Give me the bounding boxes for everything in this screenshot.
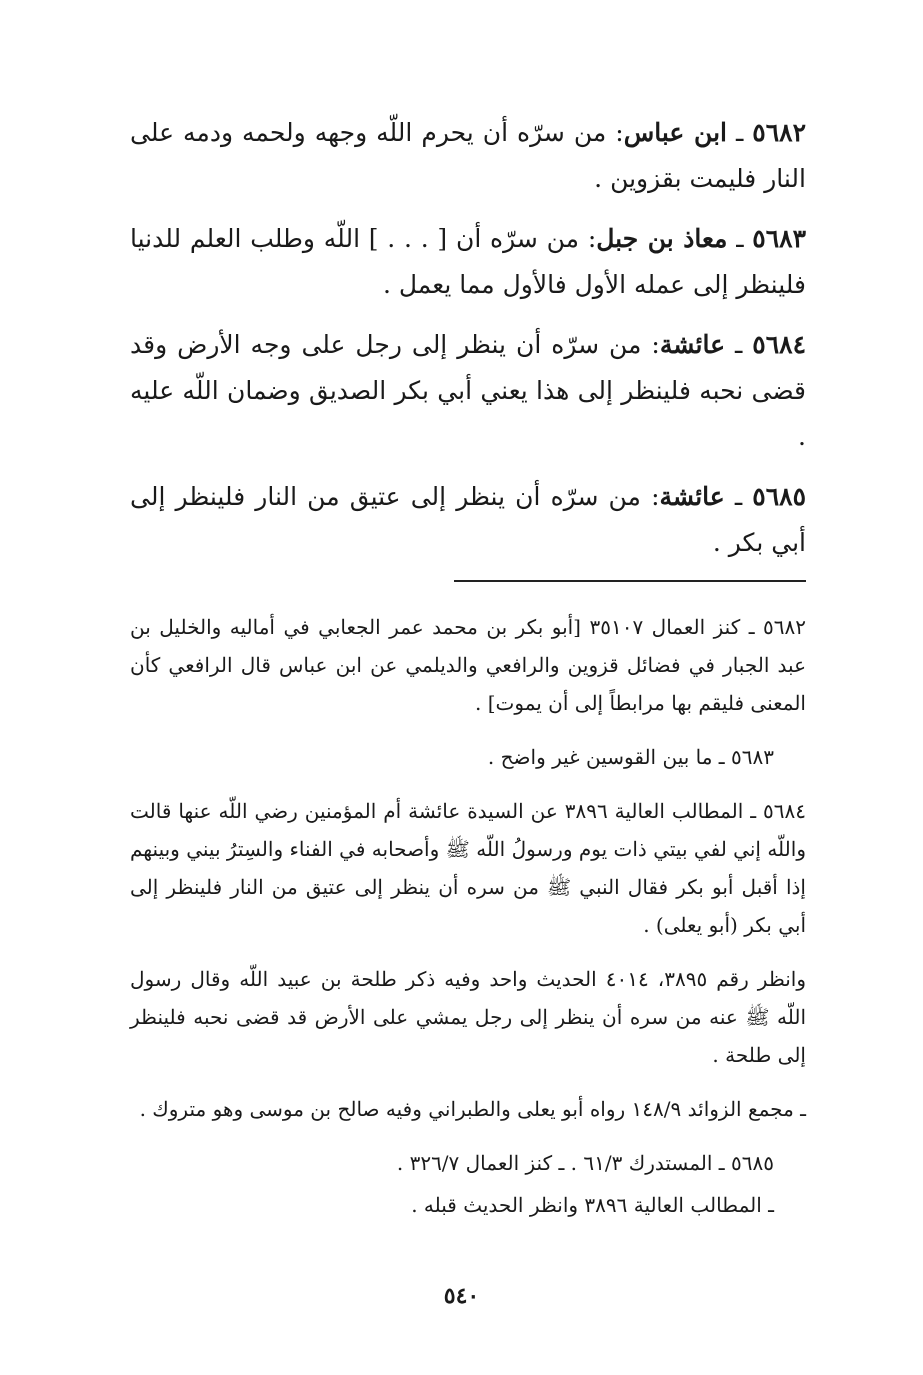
footnote-5682: ٥٦٨٢ ـ كنز العمال ٣٥١٠٧ [أبو بكر بن محمد عمر الجعابي في أماليه والخليل بن عبد الجبار في فضائل قزوين والرافعي والديلمي عن ابن عباس قال الرافعي كأن المعنى فليقم بها مرابطاً إلى أن يموت] . [130, 615, 806, 715]
entry-number: ٥٦٨٤ [752, 330, 807, 359]
entry-dash: ـ [726, 118, 753, 147]
entry-text: : من سرّه أن ينظر إلى رجل على وجه الأرض وقد قضى نحبه فلينظر إلى هذا يعني أبي بكر الصديق وضمان اللّه عليه . [130, 330, 806, 451]
entry-dash: ـ [727, 224, 753, 253]
entry-number: ٥٦٨٥ [752, 482, 806, 511]
hadith-entry-5684 [130, 322, 806, 460]
footnote-5684: ٥٦٨٤ ـ المطالب العالية ٣٨٩٦ عن السيدة عائشة أم المؤمنين رضي اللّه عنها قالت واللّه إني لفي بيتي ذات يوم ورسولُ اللّه ﷺ وأصحابه في الفناء والسِترُ بيني وبينهم إذا أقبل أبو بكر فقال النبي ﷺ من سره أن ينظر إلى عتيق من النار فلينظر إلى أبي بكر (أبو يعلى) . [130, 799, 806, 937]
entry-dash: ـ [725, 330, 753, 359]
entry-number: ٥٦٨٣ [752, 224, 806, 253]
entry-number: ٥٦٨٢ [752, 118, 807, 147]
entry-text: : من سرّه أن يحرم اللّه وجهه ولحمه ودمه على النار فليمت بقزوين . [130, 118, 806, 193]
entry-narrator: معاذ بن جبل [596, 224, 728, 253]
footnote-separator [454, 580, 806, 582]
entry-narrator: ابن عباس [623, 118, 727, 147]
page-body [130, 110, 806, 1240]
footnote-5685-continued: ـ المطالب العالية ٣٨٩٦ وانظر الحديث قبله . [411, 1193, 774, 1217]
footnote-cross-reference: وانظر رقم ٣٨٩٥، ٤٠١٤ الحديث واحد وفيه ذكر طلحة بن عبيد اللّه وقال رسول اللّه ﷺ عنه من سره أن ينظر إلى رجل يمشي على الأرض قد قضى نحبه فلينظر إلى طلحة . [130, 967, 807, 1067]
entry-narrator: عائشة [659, 330, 726, 359]
hadith-entry-5683 [130, 216, 806, 308]
page-number: ٥٤٠ [443, 1283, 480, 1309]
entry-text: : من سرّه أن ينظر إلى عتيق من النار فلينظر إلى أبي بكر . [130, 482, 806, 557]
entry-text: : من سرّه أن [ . . . ] اللّه وطلب العلم للدنيا فلينظر إلى عمله الأول فالأول مما يعمل . [130, 224, 806, 299]
footnote-5683: ٥٦٨٣ ـ ما بين القوسين غير واضح . [487, 745, 774, 769]
hadith-entry-5682 [130, 110, 806, 202]
footnote-5685: ٥٦٨٥ ـ المستدرك ٦١/٣ . ـ كنز العمال ٣٢٦/٧ . [396, 1151, 774, 1175]
footnote-majma-zawaid: ـ مجمع الزوائد ١٤٨/٩ رواه أبو يعلى والطبراني وفيه صالح بن موسى وهو متروك . [139, 1097, 806, 1121]
hadith-entry-5685 [130, 474, 806, 566]
entry-narrator: عائشة [659, 482, 725, 511]
entry-dash: ـ [724, 482, 753, 511]
